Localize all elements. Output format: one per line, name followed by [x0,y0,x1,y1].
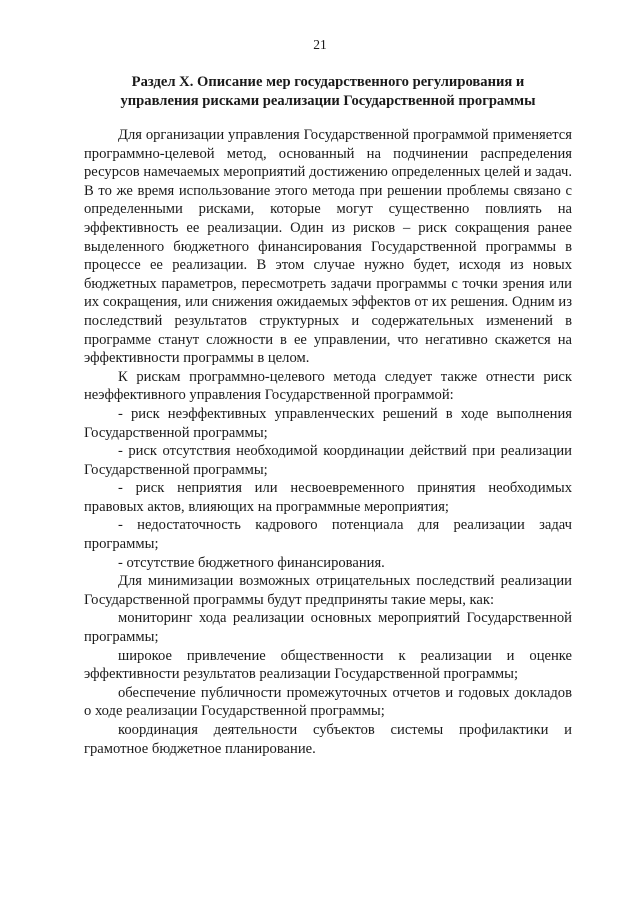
paragraph-intro: Для организации управления Государственной программой применяется программно-целевой метод, основанный на подчинении распределения ресурсов намечаемых мероприятий достижению определенных целей и задач. В то же время использование этого метода при решении проблемы связано с определенными рисками, которые могут существенно повлиять на эффективность ее реализации. Один из рисков – риск сокращения ранее выделенного бюджетного финансирования Государственной программы в процессе ее реализации. В этом случае нужно будет, исходя из новых бюджетных параметров, пересмотреть задачи программы с точки зрения или их сокращения, или снижения ожидаемых эффектов от их решения. Одним из последствий результатов структурных и содержательных изменений в программе станут сложности в ее управлении, что негативно скажется на эффективности программы в целом. [84,127,572,367]
page-number: 21 [313,37,327,52]
risk-item-funding: - отсутствие бюджетного финансирования. [118,554,385,571]
risk-item-personnel: - недостаточность кадрового потенциала для реализации задач программы; [84,517,572,553]
section-title-line-1: Раздел X. Описание мер государственного регулирования и [131,74,525,90]
risk-item-coordination: - риск отсутствия необходимой координации действий при реализации Государственной программы; [84,443,572,478]
document-body [84,126,572,758]
risk-item-legal-acts: - риск неприятия или несвоевременного принятия необходимых правовых актов, влияющих на программные мероприятия; [84,480,572,515]
risk-item-decisions: - риск неэффективных управленческих решений в ходе выполнения Государственной программы; [84,405,572,441]
measure-item-coordination: координация деятельности субъектов системы профилактики и грамотное бюджетное планирование. [84,722,572,757]
measure-item-monitoring: мониторинг хода реализации основных мероприятий Государственной программы; [84,610,572,646]
measure-item-publicity: обеспечение публичности промежуточных отчетов и годовых докладов о ходе реализации Государственной программы; [84,684,572,720]
measure-item-public-involvement: широкое привлечение общественности к реализации и оценке эффективности результатов реализации Государственной программы; [84,647,572,683]
paragraph-measures-intro: Для минимизации возможных отрицательных последствий реализации Государственной программы будут предприняты такие меры, как: [84,573,572,608]
paragraph-risks-intro: К рискам программно-целевого метода следует также отнести риск неэффективного управления Государственной программой: [84,368,572,404]
section-title [84,73,572,111]
section-title-line-2: управления рисками реализации Государственной программы [120,93,536,109]
